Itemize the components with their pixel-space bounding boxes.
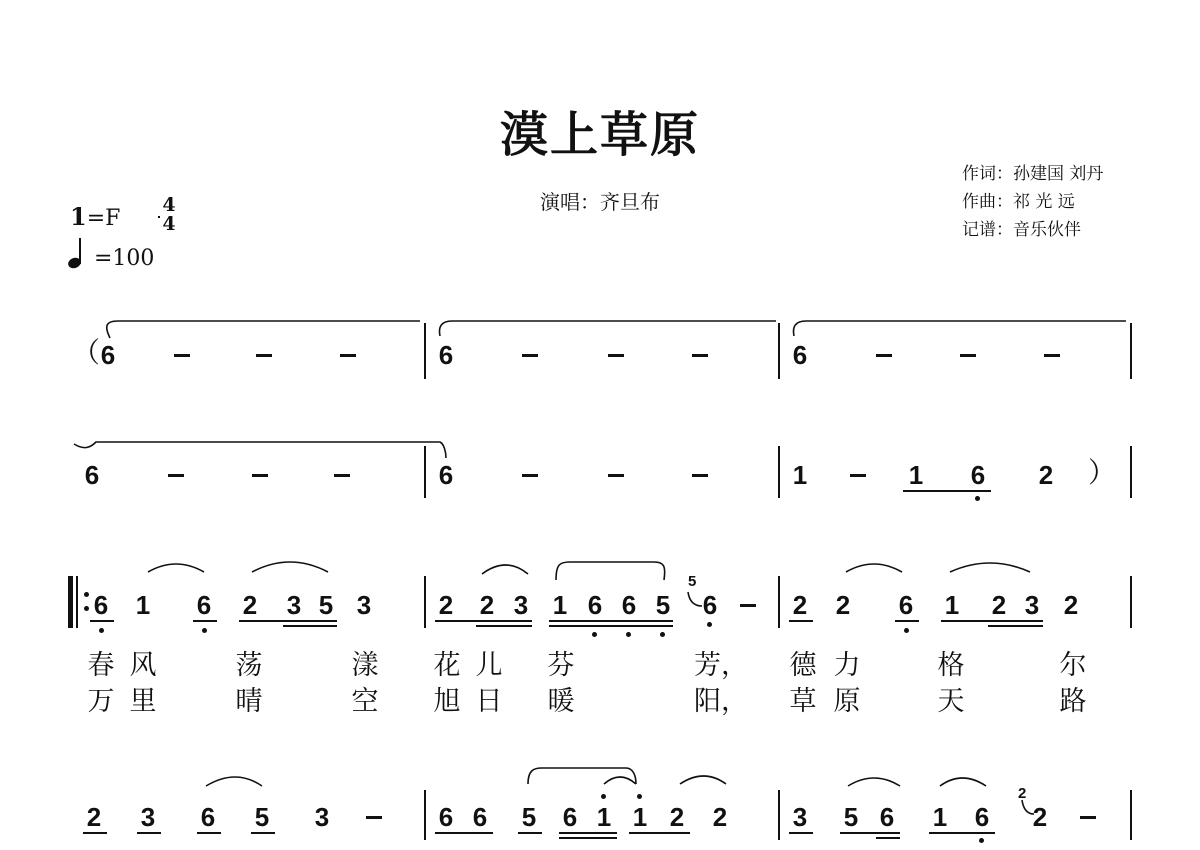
note: 3 bbox=[792, 802, 808, 832]
note: 5 bbox=[843, 802, 859, 832]
grace-note: 2 bbox=[1018, 785, 1027, 802]
note: 6 bbox=[587, 590, 603, 620]
lyric-char: 空 bbox=[351, 686, 379, 717]
low-octave-dot bbox=[99, 628, 104, 633]
grace-note: 5 bbox=[688, 573, 697, 590]
lyric-char: 春 bbox=[87, 650, 115, 681]
note: 1 bbox=[908, 460, 924, 490]
credits-block bbox=[962, 160, 1103, 244]
dash bbox=[1080, 816, 1096, 819]
slur-arc bbox=[950, 563, 1030, 572]
barline bbox=[424, 576, 426, 628]
underline bbox=[629, 832, 690, 834]
tie-arc bbox=[440, 321, 777, 336]
repeat-start-thin bbox=[76, 576, 78, 628]
note: 6 bbox=[974, 802, 990, 832]
lyric-char: 尔 bbox=[1059, 650, 1087, 681]
dash bbox=[340, 354, 356, 357]
note: 6 bbox=[438, 460, 454, 490]
underline bbox=[549, 620, 673, 622]
lyric-char: 芬 bbox=[547, 650, 575, 681]
low-octave-dot bbox=[626, 632, 631, 637]
barline bbox=[424, 790, 426, 840]
underline bbox=[83, 832, 107, 834]
note: 6 bbox=[562, 802, 578, 832]
barline bbox=[778, 446, 780, 498]
lyric-char: 路 bbox=[1059, 686, 1087, 717]
dash bbox=[960, 354, 976, 357]
time-signature-top: 4 bbox=[162, 194, 176, 216]
barline bbox=[1130, 323, 1132, 379]
lyric-char: 日 bbox=[475, 686, 503, 717]
time-signature bbox=[158, 196, 180, 234]
repeat-start-thick bbox=[68, 576, 73, 628]
note: 1 bbox=[792, 460, 808, 490]
note: 5 bbox=[254, 802, 270, 832]
note: 6 bbox=[702, 590, 718, 620]
note: 1 bbox=[135, 590, 151, 620]
slur-arc bbox=[680, 776, 726, 784]
low-octave-dot bbox=[979, 838, 984, 843]
composer-credit: 作曲：祁 光 远 bbox=[962, 192, 1075, 212]
low-octave-dot bbox=[592, 632, 597, 637]
underline bbox=[197, 832, 221, 834]
time-signature-line bbox=[158, 216, 160, 218]
low-octave-dot bbox=[202, 628, 207, 633]
underline bbox=[559, 832, 617, 834]
lyric-char: 万 bbox=[87, 686, 115, 717]
dash bbox=[522, 354, 538, 357]
dash bbox=[692, 354, 708, 357]
note: 2 bbox=[1038, 460, 1054, 490]
low-octave-dot bbox=[707, 622, 712, 627]
note: 6 bbox=[438, 340, 454, 370]
note: 3 bbox=[356, 590, 372, 620]
key-signature bbox=[70, 202, 120, 231]
dash bbox=[740, 604, 756, 607]
paren-close: ） bbox=[1088, 456, 1117, 489]
note: 6 bbox=[970, 460, 986, 490]
note: 6 bbox=[200, 802, 216, 832]
underline bbox=[193, 620, 217, 622]
tempo-value: =100 bbox=[94, 246, 155, 271]
dash bbox=[252, 474, 268, 477]
high-octave-dot bbox=[601, 794, 606, 799]
barline bbox=[424, 323, 426, 379]
underline bbox=[435, 832, 493, 834]
underline-2 bbox=[559, 837, 617, 839]
slur-arc bbox=[846, 564, 902, 572]
note: 6 bbox=[898, 590, 914, 620]
underline-2 bbox=[549, 625, 673, 627]
barline bbox=[778, 323, 780, 379]
note: 2 bbox=[479, 590, 495, 620]
note: 2 bbox=[835, 590, 851, 620]
note: 5 bbox=[521, 802, 537, 832]
note: 6 bbox=[438, 802, 454, 832]
note: 6 bbox=[792, 340, 808, 370]
lyric-char: 芳， bbox=[694, 650, 748, 681]
time-signature-bottom: 4 bbox=[162, 213, 176, 235]
underline bbox=[435, 620, 532, 622]
note: 1 bbox=[632, 802, 648, 832]
tie-arc bbox=[107, 321, 420, 338]
note: 5 bbox=[318, 590, 334, 620]
note: 3 bbox=[314, 802, 330, 832]
dash bbox=[256, 354, 272, 357]
singer-credit: 演唱：齐旦布 bbox=[540, 190, 660, 214]
note: 2 bbox=[242, 590, 258, 620]
note: 6 bbox=[93, 590, 109, 620]
dash bbox=[334, 474, 350, 477]
barline bbox=[1130, 446, 1132, 498]
tie-arc bbox=[74, 442, 446, 458]
underline bbox=[789, 620, 813, 622]
note: 3 bbox=[1024, 590, 1040, 620]
note: 2 bbox=[792, 590, 808, 620]
slur-arc bbox=[148, 564, 204, 572]
note: 2 bbox=[1032, 802, 1048, 832]
high-octave-dot bbox=[637, 794, 642, 799]
underline bbox=[789, 832, 813, 834]
tie-arc bbox=[794, 321, 1127, 336]
note: 6 bbox=[621, 590, 637, 620]
note: 3 bbox=[286, 590, 302, 620]
underline-2 bbox=[476, 625, 532, 627]
dash bbox=[608, 474, 624, 477]
dash bbox=[608, 354, 624, 357]
note: 6 bbox=[84, 460, 100, 490]
underline bbox=[137, 832, 161, 834]
note: 1 bbox=[944, 590, 960, 620]
note: 5 bbox=[655, 590, 671, 620]
song-title: 漠上草原 bbox=[499, 107, 700, 163]
slur-arc bbox=[604, 777, 636, 784]
lyric-char: 暖 bbox=[547, 686, 575, 717]
underline bbox=[90, 620, 114, 622]
dash bbox=[522, 474, 538, 477]
underline-2 bbox=[876, 837, 900, 839]
dash bbox=[692, 474, 708, 477]
lyric-char: 原 bbox=[833, 686, 861, 717]
lyric-char: 儿 bbox=[475, 650, 503, 681]
dash bbox=[876, 354, 892, 357]
lyric-char: 德 bbox=[789, 650, 817, 681]
underline bbox=[929, 832, 995, 834]
note: 2 bbox=[86, 802, 102, 832]
dash bbox=[366, 816, 382, 819]
note: 1 bbox=[932, 802, 948, 832]
lyricist-credit: 作词：孙建国 刘丹 bbox=[962, 164, 1104, 184]
underline-2 bbox=[283, 625, 337, 627]
underline bbox=[840, 832, 900, 834]
lyric-char: 草 bbox=[789, 686, 817, 717]
slur-arc bbox=[528, 768, 636, 784]
underline bbox=[239, 620, 337, 622]
barline bbox=[778, 790, 780, 840]
note: 6 bbox=[196, 590, 212, 620]
slur-arc bbox=[848, 778, 900, 786]
note: 2 bbox=[669, 802, 685, 832]
note: 2 bbox=[1063, 590, 1079, 620]
dash bbox=[1044, 354, 1060, 357]
slur-arc bbox=[252, 562, 328, 572]
lyric-char: 天 bbox=[937, 686, 965, 717]
note: 3 bbox=[140, 802, 156, 832]
lyric-char: 漾 bbox=[351, 650, 379, 681]
underline bbox=[251, 832, 275, 834]
note: 1 bbox=[596, 802, 612, 832]
lyric-char: 阳， bbox=[694, 686, 748, 717]
note: 2 bbox=[438, 590, 454, 620]
slur-arc bbox=[940, 778, 986, 786]
notation-credit: 记谱：音乐伙伴 bbox=[962, 220, 1081, 240]
lyric-char: 风 bbox=[129, 650, 157, 681]
barline bbox=[424, 446, 426, 498]
lyric-char: 里 bbox=[129, 686, 157, 717]
lyric-char: 荡 bbox=[235, 650, 263, 681]
lyric-char: 晴 bbox=[235, 686, 263, 717]
dash bbox=[174, 354, 190, 357]
barline bbox=[1130, 576, 1132, 628]
low-octave-dot bbox=[904, 628, 909, 633]
slur-arc bbox=[556, 562, 665, 580]
barline bbox=[1130, 790, 1132, 840]
key-value: =F bbox=[86, 206, 121, 231]
lyric-char: 花 bbox=[433, 650, 461, 681]
note: 6 bbox=[879, 802, 895, 832]
paren-open: （ bbox=[72, 336, 101, 369]
key-one: 1 bbox=[70, 202, 87, 231]
underline bbox=[895, 620, 919, 622]
note: 2 bbox=[991, 590, 1007, 620]
note: 2 bbox=[712, 802, 728, 832]
lyric-char: 力 bbox=[833, 650, 861, 681]
slur-arc bbox=[206, 777, 262, 786]
underline bbox=[903, 490, 991, 492]
note: 3 bbox=[513, 590, 529, 620]
lyric-char: 格 bbox=[937, 650, 965, 681]
barline bbox=[778, 576, 780, 628]
note: 6 bbox=[472, 802, 488, 832]
note: 1 bbox=[552, 590, 568, 620]
dash bbox=[850, 474, 866, 477]
underline bbox=[518, 832, 542, 834]
low-octave-dot bbox=[660, 632, 665, 637]
underline bbox=[941, 620, 1043, 622]
low-octave-dot bbox=[975, 496, 980, 501]
lyric-char: 旭 bbox=[433, 686, 461, 717]
slur-arc bbox=[482, 565, 528, 574]
dash bbox=[168, 474, 184, 477]
note: 6 bbox=[100, 340, 116, 370]
underline-2 bbox=[988, 625, 1043, 627]
